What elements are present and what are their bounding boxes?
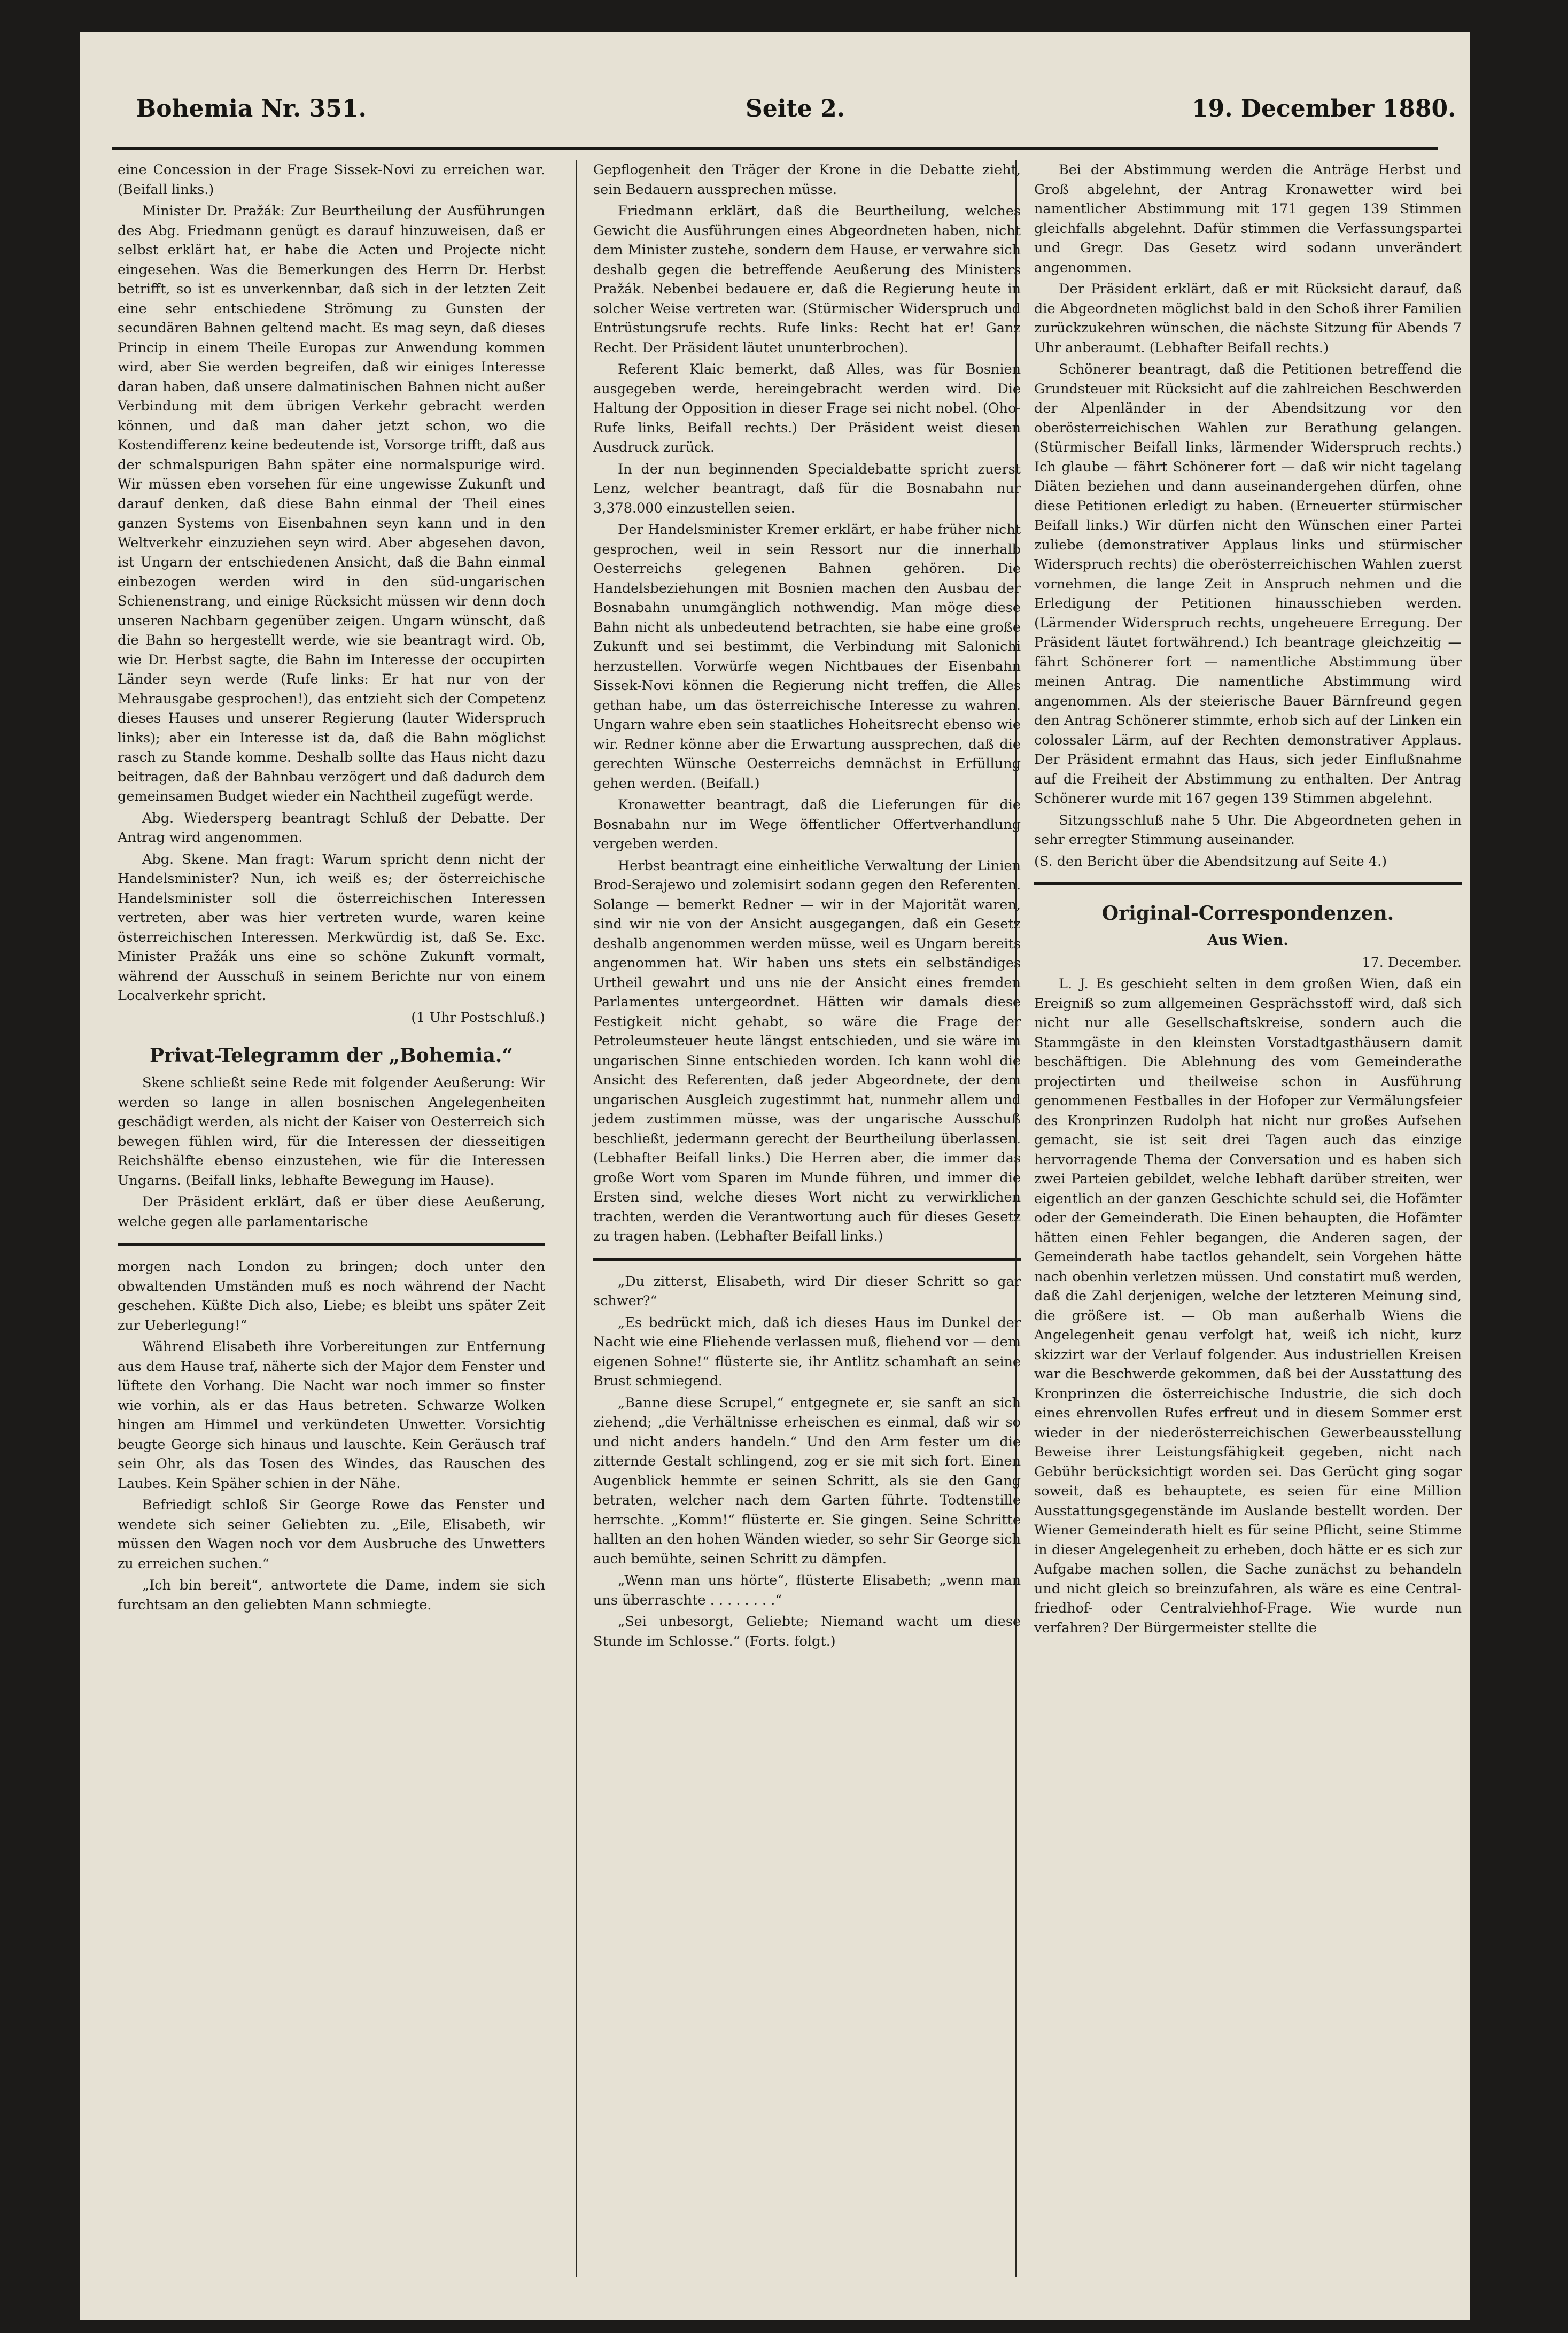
dateline-place: Aus Wien. xyxy=(1207,932,1288,949)
article-paragraph: In der nun beginnenden Specialdebatte spricht zuerst Lenz, welcher beantragt, daß für die Bosnabahn nur 3,378.000 einzustellen seien. xyxy=(593,461,1021,516)
feuilleton-paragraph: „Banne diese Scrupel,“ entgegnete er, sie sanft an sich ziehend; „die Verhältnisse erheischen es einmal, daß wir so und nicht anders handeln.“ Und den Arm fester um die zitternde Gestalt schlingend, zog er sie mit sich fort. Einen Augenblick hemmte er seinen Schritt, als sie den Gang betraten, welcher nach dem Garten führte. Todtenstille herrschte. „Komm!“ flüsterte er. Sie gingen. Seine Schritte hallten an den hohen Wänden wieder, so sehr Sir George sich auch bemühte, seinen Schritt zu dämpfen. xyxy=(593,1394,1021,1567)
article-paragraph: Abg. Wiedersperg beantragt Schluß der Debatte. Der Antrag wird angenommen. xyxy=(118,810,545,846)
article-paragraph: Gepflogenheit den Träger der Krone in die Debatte zieht, sein Bedauern aussprechen müsse. xyxy=(593,162,1021,198)
article-paragraph: Der Präsident erklärt, daß er über diese Aeußerung, welche gegen alle parlamentarische xyxy=(118,1194,545,1230)
feuilleton-rule xyxy=(118,1243,545,1246)
article-paragraph: Der Präsident erklärt, daß er mit Rücksicht darauf, daß die Abgeordneten möglichst bald in den Schoß ihrer Familien zurückzukehren wünschen, die nächste Sitzung für Abends 7 Uhr anberaumt. (Lebhafter Beifall rechts.) xyxy=(1034,281,1462,356)
postal-note: (1 Uhr Postschluß.) xyxy=(411,1009,545,1026)
column-3 xyxy=(1034,160,1462,1640)
feuilleton-paragraph: „Wenn man uns hörte“, flüsterte Elisabeth; „wenn man uns überraschte . . . . . . . .“ xyxy=(593,1572,1021,1608)
reference-note: (S. den Bericht über die Abendsitzung auf Seite 4.) xyxy=(1034,853,1387,870)
article-paragraph: Friedmann erklärt, daß die Beurtheilung, welches Gewicht die Ausführungen eines Abgeordneten haben, nicht dem Minister zustehe, sondern dem Hause, er verwahre sich deshalb gegen die betreffende Aeußerung des Ministers Pražák. Nebenbei bedauere er, daß die Regierung heute in solcher Weise vertreten war. (Stürmischer Widerspruch und Entrüstungsrufe rechts. Rufe links: Recht hat er! Ganz Recht. Der Präsident läutet ununterbrochen). xyxy=(593,203,1021,356)
article-paragraph: eine Concession in der Frage Sissek-Novi zu erreichen war. (Beifall links.) xyxy=(118,162,545,198)
column-divider-1 xyxy=(576,160,577,2277)
newspaper-page xyxy=(80,32,1470,2320)
article-paragraph: L. J. Es geschieht selten in dem großen Wien, daß ein Ereigniß so zum allgemeinen Gesprächsstoff wird, daß sich nicht nur alle Gesellschaftskreise, sondern auch die Stammgäste in den kleinsten Vorstadtgasthäusern damit beschäftigen. Die Ablehnung des vom Gemeinderathe projectirten und theilweise schon in Ausführung genommenen Festballes in der Hofoper zur Vermälungsfeier des Kronprinzen Rudolph hat nicht nur großes Aufsehen gemacht, sie ist seit drei Tagen auch das einzige hervorragende Thema der Conversation und es haben sich zwei Parteien gebildet, welche lebhaft darüber streiten, wer eigentlich an der ganzen Geschichte schuld sei, die Hofämter oder der Gemeinderath. Die Einen behaupten, die Hofämter hätten einen Fehler begangen, die Anderen sagen, der Gemeinderath habe tactlos gehandelt, sein Vorgehen hätte nach obenhin verletzen müssen. Und constatirt muß werden, daß die Zahl derjenigen, welche der letzteren Meinung sind, die größere ist. — Ob man außerhalb Wiens die Angelegenheit genau verfolgt hat, weiß ich nicht, kurz skizzirt war der Verlauf folgender. Aus industriellen Kreisen war die Beschwerde gekommen, daß bei der Ausstattung des Kronprinzen die österreichische Industrie, die sich doch eines ehrenvollen Rufes erfreut und in diesem Sommer erst wieder in der niederösterreichischen Gewerbeausstellung Beweise ihrer Leistungsfähigkeit gegeben, nicht nach Gebühr berücksichtigt worden sei. Das Gerücht ging sogar soweit, daß es behauptete, es seien für eine Million Ausstattungsgegenstände im Auslande bestellt worden. Der Wiener Gemeinderath hielt es für seine Pflicht, seine Stimme in dieser Angelegenheit zu erheben, doch hätte er es sich zur Aufgabe machen sollen, die Sache zunächst zu behandeln und nicht gleich so breinzufahren, als wäre es eine Central-friedhof- oder Centralviehhof-Frage. Wie wurde nun verfahren? Der Bürgermeister stellte die xyxy=(1034,976,1462,1636)
article-paragraph: Der Handelsminister Kremer erklärt, er habe früher nicht gesprochen, weil in sein Ressort nur die innerhalb Oesterreichs gelegenen Bahnen gehören. Die Handelsbeziehungen mit Bosnien machen den Ausbau der Bosnabahn unumgänglich nothwendig. Man möge diese Bahn nicht als unbedeutend betrachten, sie habe eine große Zukunft und sei bestimmt, die Verbindung mit Salonichi herzustellen. Vorwürfe wegen Nichtbaues der Eisenbahn Sissek-Novi können die Regierung nicht treffen, die Alles gethan habe, um das österreichische Interesse zu wahren. Ungarn wahre eben sein staatliches Hoheitsrecht ebenso wie wir. Redner könne aber die Erwartung aussprechen, daß die gerechten Wünsche Oesterreichs demnächst in Erfüllung gehen werden. (Beifall.) xyxy=(593,522,1021,792)
feuilleton-paragraph: „Es bedrückt mich, daß ich dieses Haus im Dunkel der Nacht wie eine Fliehende verlassen muß, fliehend vor — dem eigenen Sohne!“ flüsterte sie, ihr Antlitz schamhaft an seine Brust schmiegend. xyxy=(593,1314,1021,1389)
feuilleton-paragraph: morgen nach London zu bringen; doch unter den obwaltenden Umständen muß es noch während der Nacht geschehen. Küßte Dich also, Liebe; es bleibt uns später Zeit zur Ueberlegung!“ xyxy=(118,1259,545,1334)
article-paragraph: Referent Klaic bemerkt, daß Alles, was für Bosnien ausgegeben werde, hereingebracht werden wird. Die Haltung der Opposition in dieser Frage sei nicht nobel. (Oho-Rufe links, Beifall rechts.) Der Präsident weist diesen Ausdruck zurück. xyxy=(593,361,1021,455)
section-heading: Original-Correspondenzen. xyxy=(1101,902,1394,925)
feuilleton-paragraph: Während Elisabeth ihre Vorbereitungen zur Entfernung aus dem Hause traf, näherte sich der Major dem Fenster und lüftete den Vorhang. Die Nacht war noch immer so finster wie vorhin, als er das Haus betreten. Schwarze Wolken hingen am Himmel und verkündeten Unwetter. Vorsichtig beugte George sich hinaus und lauschte. Kein Geräusch traf sein Ohr, als das Tosen des Windes, das Rauschen des Laubes. Kein Späher schien in der Nähe. xyxy=(118,1339,545,1492)
issue-date: 19. December 1880. xyxy=(1192,95,1456,122)
feuilleton-rule xyxy=(593,1258,1021,1261)
issue-number: Bohemia Nr. 351. xyxy=(136,95,367,122)
article-paragraph: Herbst beantragt eine einheitliche Verwaltung der Linien Brod-Serajewo und zolemisirt sodann gegen den Referenten. Solange — bemerkt Redner — wir in der Majorität waren, sind wir nie von der Ansicht ausgegangen, daß ein Gesetz deshalb angenommen werden müsse, weil es Ungarn bereits angenommen hat. Wir haben uns stets ein selbständiges Urtheil gewahrt und uns nie der Ansicht eines fremden Parlamentes untergeordnet. Hätten wir damals diese Festigkeit nicht gehabt, so wäre die Frage der Petroleumsteuer heute längst entschieden, und sie wäre im ungarischen Sinne entschieden worden. Ich kann wohl die Ansicht des Referenten, daß jeder Abgeordnete, der dem ungarischen Ausgleich zugestimmt hat, nunmehr allem und jedem zustimmen müsse, was der ungarische Ausschuß beschließt, jedermann gerecht der Beurtheilung überlassen. (Lebhafter Beifall links.) Die Herren aber, die immer das große Wort vom Sparen im Munde führen, und immer die Ersten sind, welche dieses Wort nicht zu verwirklichen trachten, werden die Verantwortung auch für dieses Gesetz zu tragen haben. (Lebhafter Beifall links.) xyxy=(593,857,1021,1244)
article-paragraph: Bei der Abstimmung werden die Anträge Herbst und Groß abgelehnt, der Antrag Kronawetter wird bei namentlicher Abstimmung mit 171 gegen 139 Stimmen gleichfalls abgelehnt. Dafür stimmen die Verfassungspartei und Gregr. Das Gesetz wird sodann unverändert angenommen. xyxy=(1034,162,1462,276)
feuilleton-paragraph: „Du zitterst, Elisabeth, wird Dir dieser Schritt so gar schwer?“ xyxy=(593,1273,1021,1309)
feuilleton-paragraph: „Ich bin bereit“, antwortete die Dame, indem sie sich furchtsam an den geliebten Mann schmiegte. xyxy=(118,1577,545,1613)
article-paragraph: Sitzungsschluß nahe 5 Uhr. Die Abgeordneten gehen in sehr erregter Stimmung auseinander. xyxy=(1034,812,1462,848)
dateline-date: 17. December. xyxy=(1362,954,1462,971)
column-1 xyxy=(118,160,545,1617)
article-paragraph: Skene schließt seine Rede mit folgender Aeußerung: Wir werden so lange in allen bosnischen Angelegenheiten geschädigt werden, als nicht der Kaiser von Oesterreich sich bewegen fühlen wird, für die Interessen der diesseitigen Reichshälfte ebenso einzustehen, wie für die Interessen Ungarns. (Beifall links, lebhafte Bewegung im Hause). xyxy=(118,1075,545,1189)
article-paragraph: Kronawetter beantragt, daß die Lieferungen für die Bosnabahn nur im Wege öffentlicher Offertverhandlung vergeben werden. xyxy=(593,797,1021,852)
section-rule xyxy=(1034,882,1462,885)
header-rule xyxy=(112,147,1438,150)
section-heading: Privat-Telegramm der „Bohemia.“ xyxy=(149,1044,514,1067)
column-2 xyxy=(593,160,1021,1653)
article-paragraph: Minister Dr. Pražák: Zur Beurtheilung der Ausführungen des Abg. Friedmann genügt es darauf hinzuweisen, daß er selbst erklärt hat, er habe die Acten und Projecte nicht eingesehen. Was die Bemerkungen des Herrn Dr. Herbst betrifft, so ist es unverkennbar, daß sich in der letzten Zeit eine sehr entschiedene Strömung zu Gunsten der secundären Bahnen geltend macht. Es mag seyn, daß dieses Princip in einem Theile Europas zur Anwendung kommen wird, aber Sie werden begreifen, daß wir einiges Interesse daran haben, daß unsere dalmatinischen Bahnen nicht außer Verbindung mit dem übrigen Verkehr gebracht werden können, und daß man daher jetzt schon, wo die Kostendifferenz keine bedeutende ist, Vorsorge trifft, daß aus der schmalspurigen Bahn später eine normalspurige wird. Wir müssen eben vorsehen für eine ungewisse Zukunft und darauf denken, daß diese Bahn einmal der Theil eines ganzen Systems von Eisenbahnen seyn kann und in den Weltverkehr einzuziehen seyn wird. Aber abgesehen davon, ist Ungarn der entschiedenen Ansicht, daß die Bahn einmal einbezogen werden wird in den süd-ungarischen Schienenstrang, und einige Rücksicht müssen wir denn doch unseren Nachbarn gegenüber zeigen. Ungarn wünscht, daß die Bahn so hergestellt werde, wie sie beantragt wird. Ob, wie Dr. Herbst sagte, die Bahn im Interesse der occupirten Länder seyn werde (Rufe links: Er hat nur von der Mehrausgabe gesprochen!), das entzieht sich der Competenz dieses Hauses und unserer Regierung (lauter Widerspruch links); aber ein Interesse ist da, daß die Bahn möglichst rasch zu Stande komme. Deshalb sollte das Haus nicht dazu beitragen, daß der Bahnbau verzögert und daß dadurch dem gemeinsamen Budget wieder ein Nachtheil zugefügt werde. xyxy=(118,203,545,804)
feuilleton-paragraph: „Sei unbesorgt, Geliebte; Niemand wacht um diese Stunde im Schlosse.“ (Forts. folgt.) xyxy=(593,1614,1021,1649)
page-number: Seite 2. xyxy=(746,95,845,122)
article-paragraph: Abg. Skene. Man fragt: Warum spricht denn nicht der Handelsminister? Nun, ich weiß es; der österreichische Handelsminister soll die österreichischen Interessen vertreten, aber was hier vertreten wurde, waren keine österreichischen Interessen. Merkwürdig ist, daß Se. Exc. Minister Pražák uns eine so schöne Zukunft vormalt, während der Ausschuß in seinem Berichte nur von einem Localverkehr spricht. xyxy=(118,851,545,1004)
feuilleton-paragraph: Befriedigt schloß Sir George Rowe das Fenster und wendete sich seiner Geliebten zu. „Eile, Elisabeth, wir müssen den Wagen noch vor dem Ausbruche des Unwetters zu erreichen suchen.“ xyxy=(118,1497,545,1572)
article-paragraph: Schönerer beantragt, daß die Petitionen betreffend die Grundsteuer mit Rücksicht auf die zahlreichen Beschwerden der Alpenländer in der Abendsitzung vor den oberösterreichischen Wahlen zur Berathung gelangen. (Stürmischer Beifall links, lärmender Widerspruch rechts.) Ich glaube — fährt Schönerer fort — daß wir nicht tagelang Diäten beziehen und dann auseinandergehen dürfen, ohne diese Petitionen erledigt zu haben. (Erneuerter stürmischer Beifall links.) Wir dürfen nicht den Wünschen einer Partei zuliebe (demonstrativer Applaus links und stürmischer Widerspruch rechts) die oberösterreichischen Wahlen zuerst vornehmen, die lange Zeit in Anspruch nehmen und die Erledigung der Petitionen hinausschieben werden. (Lärmender Widerspruch rechts, ungeheuere Erregung. Der Präsident läutet fortwährend.) Ich beantrage gleichzeitig — fährt Schönerer fort — namentliche Abstimmung über meinen Antrag. Die namentliche Abstimmung wird angenommen. Als der steierische Bauer Bärnfreund gegen den Antrag Schönerer stimmte, erhob sich auf der Linken ein colossaler Lärm, auf der Rechten demonstrativer Applaus. Der Präsident ermahnt das Haus, sich jeder Einflußnahme auf die Freiheit der Abstimmung zu enthalten. Der Antrag Schönerer wurde mit 167 gegen 139 Stimmen abgelehnt. xyxy=(1034,361,1462,807)
